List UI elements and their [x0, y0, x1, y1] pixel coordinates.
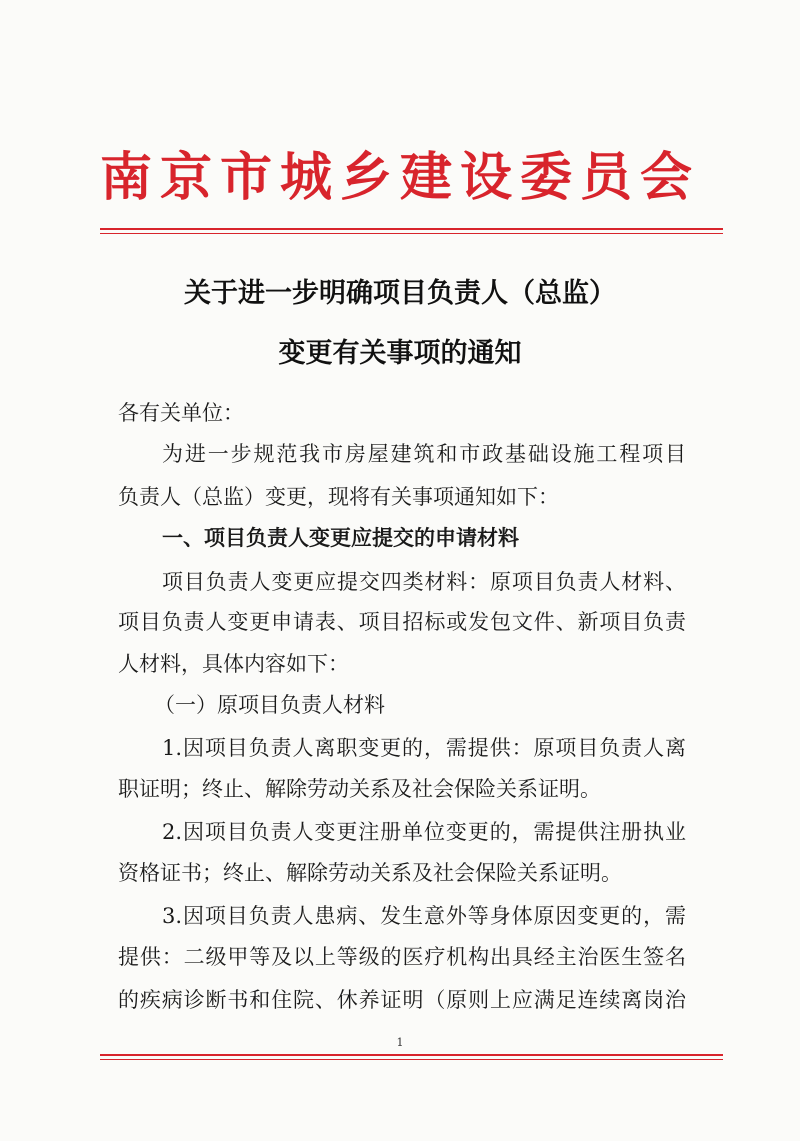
paragraph-line: 负责人（总监）变更，现将有关事项通知如下：: [118, 485, 559, 509]
paragraph-line: 3.因项目负责人患病、发生意外等身体原因变更的，需: [162, 904, 686, 928]
page-number: 1: [396, 1036, 404, 1049]
paragraph-line: 人材料，具体内容如下：: [118, 652, 349, 676]
document-title-line-2: 变更有关事项的通知: [278, 338, 522, 369]
paragraph-line: 为进一步规范我市房屋建筑和市政基础设施工程项目: [162, 442, 686, 466]
header-red-rule: [100, 228, 723, 234]
paragraph-line: 资格证书；终止、解除劳动关系及社会保险关系证明。: [118, 861, 622, 885]
organization-header: 南京市城乡建设委员会: [99, 147, 700, 208]
salutation: 各有关单位：: [118, 401, 244, 425]
footer-red-rule: [100, 1054, 723, 1060]
document-title-line-1: 关于进一步明确项目负责人（总监）: [184, 278, 616, 309]
section-heading: 一、项目负责人变更应提交的申请材料: [162, 526, 519, 550]
paragraph-line: 1.因项目负责人离职变更的，需提供：原项目负责人离: [162, 736, 686, 760]
paragraph-line: 职证明；终止、解除劳动关系及社会保险关系证明。: [118, 777, 601, 801]
paragraph-line: 提供：二级甲等及以上等级的医疗机构出具经主治医生签名: [118, 945, 686, 969]
paragraph-line: 2.因项目负责人变更注册单位变更的，需提供注册执业: [162, 820, 686, 844]
paragraph-line: 项目负责人变更应提交四类材料：原项目负责人材料、: [162, 570, 686, 594]
paragraph-line: 项目负责人变更申请表、项目招标或发包文件、新项目负责: [118, 610, 686, 634]
subsection-heading: （一）原项目负责人材料: [154, 693, 385, 717]
paragraph-line: 的疾病诊断书和住院、休养证明（原则上应满足连续离岗治: [118, 988, 686, 1012]
